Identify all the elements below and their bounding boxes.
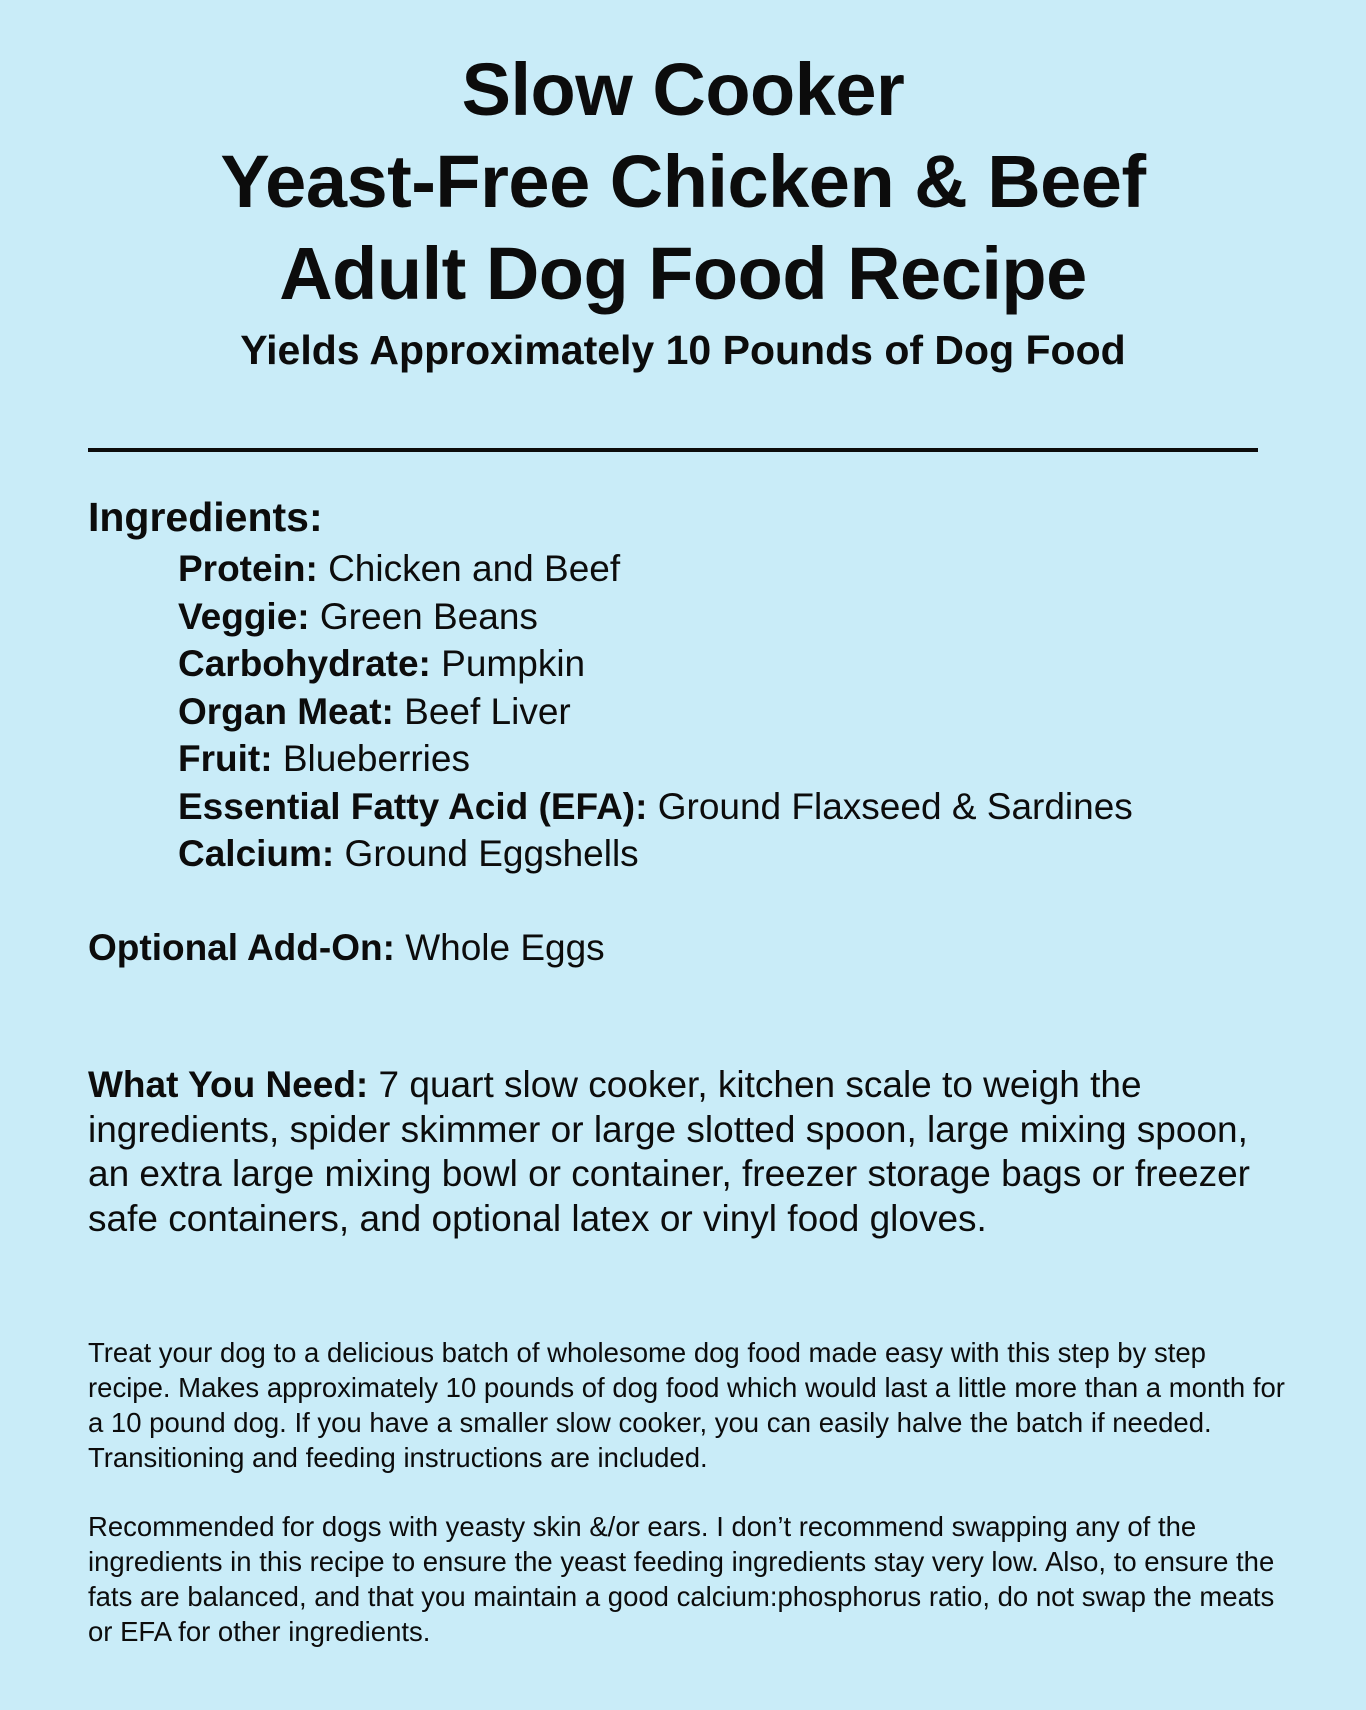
optional-add-on-label: Optional Add-On:: [88, 927, 395, 968]
ingredient-calcium: [178, 830, 1133, 878]
recipe-header: [0, 44, 1366, 378]
ingredient-label: Calcium:: [178, 833, 335, 874]
ingredient-label: Organ Meat:: [178, 690, 394, 732]
ingredient-value: Beef Liver: [404, 690, 571, 732]
ingredient-list: [178, 545, 1133, 878]
title-line-3: Adult Dog Food Recipe: [279, 232, 1087, 315]
optional-add-on-value: Whole Eggs: [405, 927, 605, 968]
header-divider: [88, 448, 1258, 452]
ingredient-fruit: [178, 735, 1133, 783]
what-you-need-label: What You Need:: [88, 1064, 369, 1105]
ingredient-efa: [178, 783, 1133, 831]
ingredient-value: Chicken and Beef: [328, 548, 621, 589]
ingredient-carbohydrate: [178, 640, 1133, 688]
what-you-need-value: 7 quart slow cooker, kitchen scale to weigh the ingredients, spider skimmer or large slotted spoon, large mixing spoon, an extra large mixing bowl or container, freezer storage bags or freezer safe containers, and optional latex or vinyl food gloves.: [88, 1064, 1250, 1239]
ingredient-label: Veggie:: [178, 595, 310, 637]
ingredient-value: Green Beans: [319, 595, 538, 637]
ingredient-label: Essential Fatty Acid (EFA):: [178, 785, 648, 827]
optional-add-on: [88, 924, 605, 972]
title-line-1: Slow Cooker: [461, 48, 905, 131]
ingredient-veggie: [178, 593, 1133, 641]
ingredient-value: Ground Eggshells: [344, 833, 639, 874]
ingredient-value: Pumpkin: [441, 643, 586, 684]
ingredient-label: Fruit:: [178, 738, 273, 779]
ingredient-value: Blueberries: [282, 738, 470, 779]
ingredient-value: Ground Flaxseed & Sardines: [657, 785, 1133, 827]
ingredient-organ-meat: [178, 688, 1133, 736]
ingredient-protein: [178, 545, 1133, 593]
ingredient-label: Carbohydrate:: [178, 643, 431, 684]
title-line-2: Yeast-Free Chicken & Beef: [220, 140, 1146, 223]
ingredients-heading: Ingredients:: [88, 494, 323, 540]
recipe-recommendation: Recommended for dogs with yeasty skin &/or ears. I don’t recommend swapping any of the ingredients in this recipe to ensure the yeast feeding ingredients stay very low. Also, to ensure the fats are balanced, and that you maintain a good calcium:phosphorus ratio, do not swap the meats or EFA for other ingredients.: [88, 1511, 1275, 1647]
what-you-need: [88, 1063, 1288, 1241]
recipe-yield-subtitle: Yields Approximately 10 Pounds of Dog Food: [240, 327, 1126, 373]
ingredient-label: Protein:: [178, 548, 318, 589]
recipe-description: Treat your dog to a delicious batch of wholesome dog food made easy with this step by step recipe. Makes approximately 10 pounds of dog food which would last a little more than a month for a 10 pound dog. If you have a smaller slow cooker, you can easily halve the batch if needed. Transitioning and feeding instructions are included.: [88, 1337, 1285, 1473]
